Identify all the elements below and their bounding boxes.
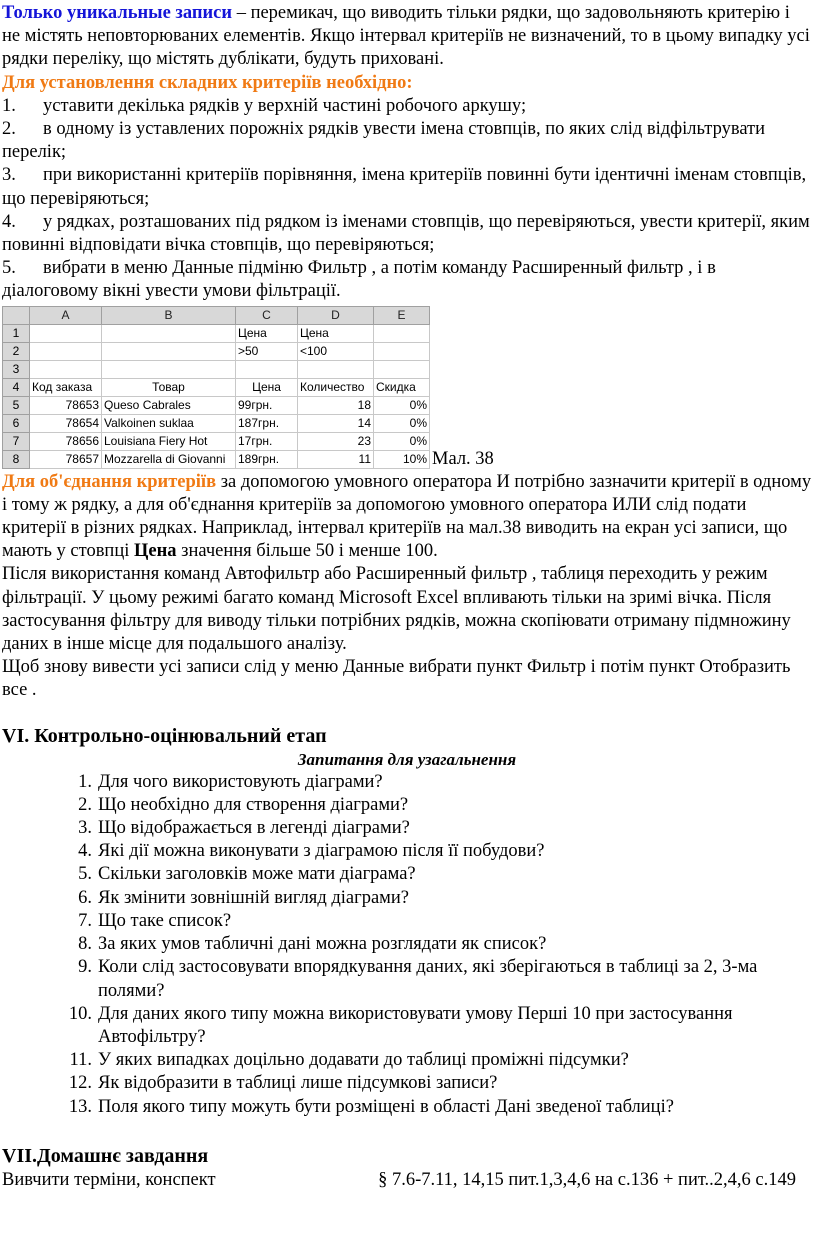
section-7-heading: VII.Домашнє завдання: [2, 1144, 209, 1167]
step-number: 1.: [2, 95, 16, 116]
question-text: Які дії можна виконувати з діаграмою після її побудови?: [98, 841, 545, 862]
question-number: 3.: [78, 818, 92, 839]
sheet-cell[interactable]: 78656: [30, 432, 102, 450]
sheet-cell[interactable]: 18: [298, 396, 374, 414]
question-number: 12.: [68, 1073, 92, 1094]
step-text: уставити декілька рядків у верхній частині робочого аркушу;: [43, 95, 527, 116]
complex-criteria-heading: Для установлення складних критеріїв необхідно:: [2, 72, 413, 93]
filter-mode-paragraph: Після використання команд Автофильтр або Расширенный фильтр , таблиця переходить у режим фільтрації. У цьому режимі багато команд Microsoft Excel впливають тільки на зримі вічка. Після застосування фільтру для виводу тільки потрібних рядків, можна скопіювати отриману підмножину даних в інше місце для подальшого аналізу.: [2, 564, 791, 655]
question-text: Поля якого типу можуть бути розміщені в області Дані зведеної таблиці?: [98, 1096, 674, 1117]
sheet-cell[interactable]: 99грн.: [236, 396, 298, 414]
step-item: [2, 211, 812, 257]
question-text: Коли слід застосовувати впорядкування даних, які зберігаються в таблиці за 2, 3-ма полями?: [98, 957, 758, 1001]
question-number: 5.: [78, 864, 92, 885]
question-number: 9.: [78, 957, 92, 978]
column-header-d[interactable]: D: [298, 306, 374, 324]
question-item: [54, 910, 812, 933]
homework-right: § 7.6-7.11, 14,15 пит.1,3,4,6 на с.136 + пит..2,4,6 с.149: [378, 1169, 796, 1190]
step-number: 5.: [2, 258, 16, 279]
question-item: [54, 887, 812, 910]
column-header-row: [3, 306, 430, 324]
question-item: [54, 1096, 812, 1119]
sheet-cell[interactable]: 10%: [374, 450, 430, 468]
question-text: Для даних якого типу можна використовувати умову Перші 10 при застосування Автофільтру?: [98, 1003, 733, 1047]
sheet-cell[interactable]: 187грн.: [236, 414, 298, 432]
sheet-cell[interactable]: 17грн.: [236, 432, 298, 450]
sheet-cell[interactable]: Mozzarella di Giovanni: [102, 450, 236, 468]
row-header[interactable]: 6: [3, 414, 30, 432]
question-item: [54, 771, 812, 794]
question-item: [54, 794, 812, 817]
step-item: [2, 118, 812, 164]
sheet-cell[interactable]: [236, 360, 298, 378]
questions-list: [2, 771, 812, 1119]
column-header-e[interactable]: E: [374, 306, 430, 324]
question-number: 2.: [78, 794, 92, 815]
spreadsheet-table: [2, 306, 430, 469]
show-all-paragraph: Щоб знову вивести усі записи слід у меню Данные вибрати пункт Фильтр і потім пункт Отобразить все .: [2, 657, 791, 701]
homework-left: Вивчити терміни, конспект: [2, 1169, 216, 1190]
questions-title: Запитання для узагальнення: [297, 749, 517, 769]
sheet-row: [3, 324, 430, 342]
sheet-cell[interactable]: Цена: [236, 324, 298, 342]
question-text: Скільки заголовків може мати діаграма?: [98, 864, 416, 885]
figure-38: [2, 306, 812, 469]
row-header[interactable]: 2: [3, 342, 30, 360]
row-header[interactable]: 1: [3, 324, 30, 342]
question-number: 1.: [78, 771, 92, 792]
sheet-row: [3, 378, 430, 396]
step-text: в одному із уставлених порожніх рядків увести імена стовпців, по яких слід відфільтрувати перелік;: [2, 119, 766, 163]
join-text-1: за допомогою умовного оператора И потрібно зазначити критерії в одному і тому ж рядку, а для об'єднання критеріїв за допомогою умовного оператора ИЛИ слід подати критерії в різних рядках. Наприклад, інтервал критеріїв на мал.38 виводить на екран усі записи, що мають у стовпці: [2, 471, 812, 562]
question-text: Що відображається в легенді діаграми?: [98, 818, 410, 839]
document-page: [2, 0, 812, 1192]
sheet-cell[interactable]: Цена: [236, 378, 298, 396]
join-text-2: значення більше 50 і менше 100.: [176, 541, 438, 562]
unique-records-term: Только уникальные записи: [2, 3, 233, 23]
column-header-b[interactable]: B: [102, 306, 236, 324]
step-text: у рядках, розташованих під рядком із іменами стовпців, що перевіряються, увести критерії, яким повинні відповідати вічка стовпців, що перевіряються;: [2, 211, 810, 256]
question-item: [54, 956, 812, 1002]
column-header-c[interactable]: C: [236, 306, 298, 324]
row-header[interactable]: 3: [3, 360, 30, 378]
row-header[interactable]: 8: [3, 450, 30, 468]
row-header[interactable]: 5: [3, 396, 30, 414]
question-number: 13.: [68, 1096, 92, 1117]
step-text: при використанні критеріїв порівняння, імена критеріїв повинні бути ідентичні іменам стовпців, що перевіряються;: [2, 165, 807, 209]
intro-paragraph: [2, 2, 812, 72]
sheet-cell[interactable]: Louisiana Fiery Hot: [102, 432, 236, 450]
question-text: За яких умов табличні дані можна розглядати як список?: [98, 934, 547, 955]
question-number: 11.: [69, 1050, 92, 1071]
steps-list: [2, 95, 812, 304]
column-header-a[interactable]: A: [30, 306, 102, 324]
question-text: Для чого використовують діаграми?: [98, 771, 383, 792]
sheet-cell[interactable]: Цена: [298, 324, 374, 342]
sheet-cell[interactable]: 78654: [30, 414, 102, 432]
sheet-row: [3, 342, 430, 360]
row-header[interactable]: 7: [3, 432, 30, 450]
step-item: [2, 95, 812, 118]
sheet-cell[interactable]: [30, 342, 102, 360]
step-item: [2, 164, 812, 210]
section-6-heading: VI. Контрольно-оцінювальний етап: [2, 724, 327, 747]
question-item: [54, 817, 812, 840]
sheet-cell[interactable]: 0%: [374, 432, 430, 450]
sheet-cell[interactable]: 78653: [30, 396, 102, 414]
step-item: [2, 257, 812, 303]
step-number: 4.: [2, 211, 16, 232]
sheet-cell[interactable]: Скидка: [374, 378, 430, 396]
sheet-row: [3, 450, 430, 468]
sheet-row: [3, 396, 430, 414]
sheet-cell[interactable]: >50: [236, 342, 298, 360]
sheet-row: [3, 414, 430, 432]
question-number: 7.: [78, 910, 92, 931]
figure-caption: Мал. 38: [432, 449, 494, 470]
sheet-cell[interactable]: 23: [298, 432, 374, 450]
price-word: Цена: [134, 541, 177, 562]
question-text: Як відобразити в таблиці лише підсумкові записи?: [98, 1073, 498, 1094]
question-item: [54, 1049, 812, 1072]
row-header[interactable]: 4: [3, 378, 30, 396]
join-paragraph: [2, 471, 812, 564]
question-number: 8.: [78, 934, 92, 955]
question-item: [54, 1072, 812, 1095]
sheet-cell[interactable]: Количество: [298, 378, 374, 396]
question-item: [54, 863, 812, 886]
join-criteria-term: Для об'єднання критеріїв: [2, 471, 217, 492]
sheet-cell[interactable]: Код заказа: [30, 378, 102, 396]
sheet-cell[interactable]: 0%: [374, 396, 430, 414]
question-text: Як змінити зовнішній вигляд діаграми?: [98, 887, 409, 908]
sheet-cell[interactable]: [298, 360, 374, 378]
question-item: [54, 840, 812, 863]
sheet-cell[interactable]: Valkoinen suklaa: [102, 414, 236, 432]
question-item: [54, 1003, 812, 1049]
sheet-cell[interactable]: [30, 360, 102, 378]
question-text: Що необхідно для створення діаграми?: [98, 794, 409, 815]
sheet-cell[interactable]: 0%: [374, 414, 430, 432]
sheet-cell[interactable]: 14: [298, 414, 374, 432]
homework-row: [2, 1169, 812, 1192]
sheet-cell[interactable]: Товар: [102, 378, 236, 396]
step-text: вибрати в меню Данные підміню Фильтр , а потім команду Расширенный фильтр , і в діалоговому вікні увести умови фільтрації.: [2, 258, 716, 302]
step-number: 2.: [2, 119, 16, 140]
step-number: 3.: [2, 165, 16, 186]
sheet-cell[interactable]: <100: [298, 342, 374, 360]
question-item: [54, 933, 812, 956]
sheet-cell[interactable]: [102, 324, 236, 342]
sheet-cell[interactable]: [102, 342, 236, 360]
sheet-row: [3, 360, 430, 378]
sheet-cell[interactable]: Queso Cabrales: [102, 396, 236, 414]
sheet-cell[interactable]: [374, 342, 430, 360]
sheet-cell[interactable]: [374, 324, 430, 342]
sheet-cell[interactable]: 11: [298, 450, 374, 468]
sheet-cell[interactable]: 78657: [30, 450, 102, 468]
sheet-cell[interactable]: [102, 360, 236, 378]
sheet-row: [3, 432, 430, 450]
question-number: 6.: [78, 887, 92, 908]
intro-text: – перемикач, що виводить тільки рядки, що задовольняють критерію і не містять неповторюваних елементів. Якщо інтервал критеріїв не визначений, то в цьому випадку усі рядки переліку, що містять дублікати, будуть приховані.: [2, 3, 810, 70]
question-number: 4.: [78, 841, 92, 862]
sheet-cell[interactable]: [30, 324, 102, 342]
sheet-cell[interactable]: [374, 360, 430, 378]
sheet-cell[interactable]: 189грн.: [236, 450, 298, 468]
question-text: У яких випадках доцільно додавати до таблиці проміжні підсумки?: [98, 1050, 629, 1071]
sheet-corner[interactable]: [3, 306, 30, 324]
sheet-body: [3, 324, 430, 468]
question-number: 10.: [68, 1003, 92, 1024]
question-text: Що таке список?: [98, 910, 232, 931]
